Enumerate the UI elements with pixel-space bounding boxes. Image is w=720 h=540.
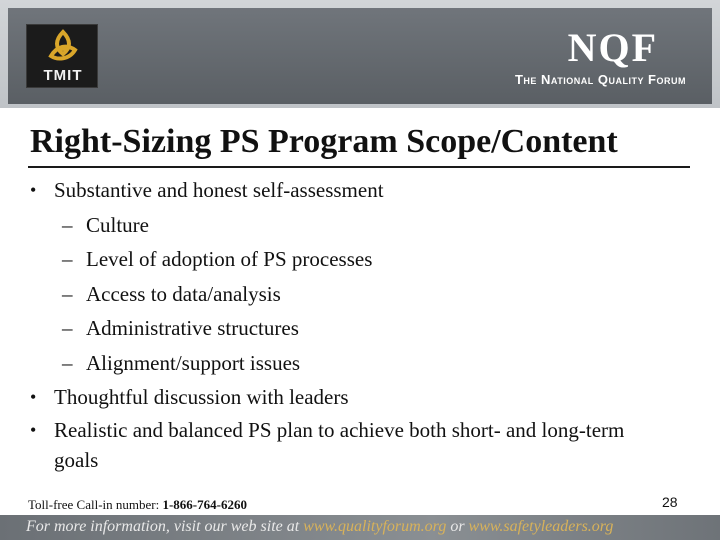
bullet-item <box>28 380 708 415</box>
footer-text <box>26 518 613 536</box>
bullet-item <box>28 415 668 475</box>
dash-marker: – <box>62 316 73 340</box>
sub-bullet-item <box>28 208 708 243</box>
nqf-logo <box>488 25 698 90</box>
dash-marker: – <box>62 281 73 306</box>
bullet-text: Thoughtful discussion with leaders <box>54 385 349 409</box>
nqf-logo-mark: NQF <box>567 25 658 70</box>
nqf-logo-subtitle: The National Quality Forum <box>514 72 686 87</box>
tollfree-number: 1-866-764-6260 <box>162 497 247 512</box>
tmit-logo <box>26 24 98 88</box>
slide-title: Right-Sizing PS Program Scope/Content <box>30 123 618 160</box>
tollfree-label: Toll-free Call-in number: <box>28 497 160 512</box>
tmit-logo-text: TMIT <box>43 67 83 84</box>
bullet-text: Realistic and balanced PS plan to achieve both short- and long-term goals <box>54 417 625 472</box>
sub-bullet-item <box>28 311 708 346</box>
bullet-marker: • <box>30 419 37 440</box>
footer-prefix: For more information, visit our web site at <box>26 518 300 535</box>
sub-bullet-text: Level of adoption of PS processes <box>86 247 373 271</box>
bullet-marker: • <box>30 180 37 200</box>
sub-bullet-item <box>28 277 708 312</box>
triquetra-emblem-icon <box>45 28 81 64</box>
tollfree-line <box>28 497 247 513</box>
slide-header <box>0 0 720 108</box>
bullet-list <box>28 173 708 475</box>
slide-footer <box>0 515 720 540</box>
title-divider <box>28 166 690 168</box>
dash-marker: – <box>62 350 73 375</box>
footer-link-qualityforum[interactable]: www.qualityforum.org <box>303 518 447 535</box>
dash-marker: – <box>62 247 73 271</box>
footer-or: or <box>450 518 465 535</box>
bullet-item <box>28 173 708 208</box>
bullet-text: Substantive and honest self-assessment <box>54 178 384 202</box>
sub-bullet-text: Administrative structures <box>86 316 299 340</box>
sub-bullet-text: Access to data/analysis <box>86 281 281 306</box>
sub-bullet-item <box>28 242 708 277</box>
footer-link-safetyleaders[interactable]: www.safetyleaders.org <box>468 518 614 535</box>
bullet-marker: • <box>30 387 37 407</box>
sub-bullet-text: Alignment/support issues <box>86 350 301 375</box>
dash-marker: – <box>62 212 73 237</box>
sub-bullet-item <box>28 346 708 381</box>
page-number: 28 <box>662 494 678 510</box>
sub-bullet-text: Culture <box>86 212 149 237</box>
